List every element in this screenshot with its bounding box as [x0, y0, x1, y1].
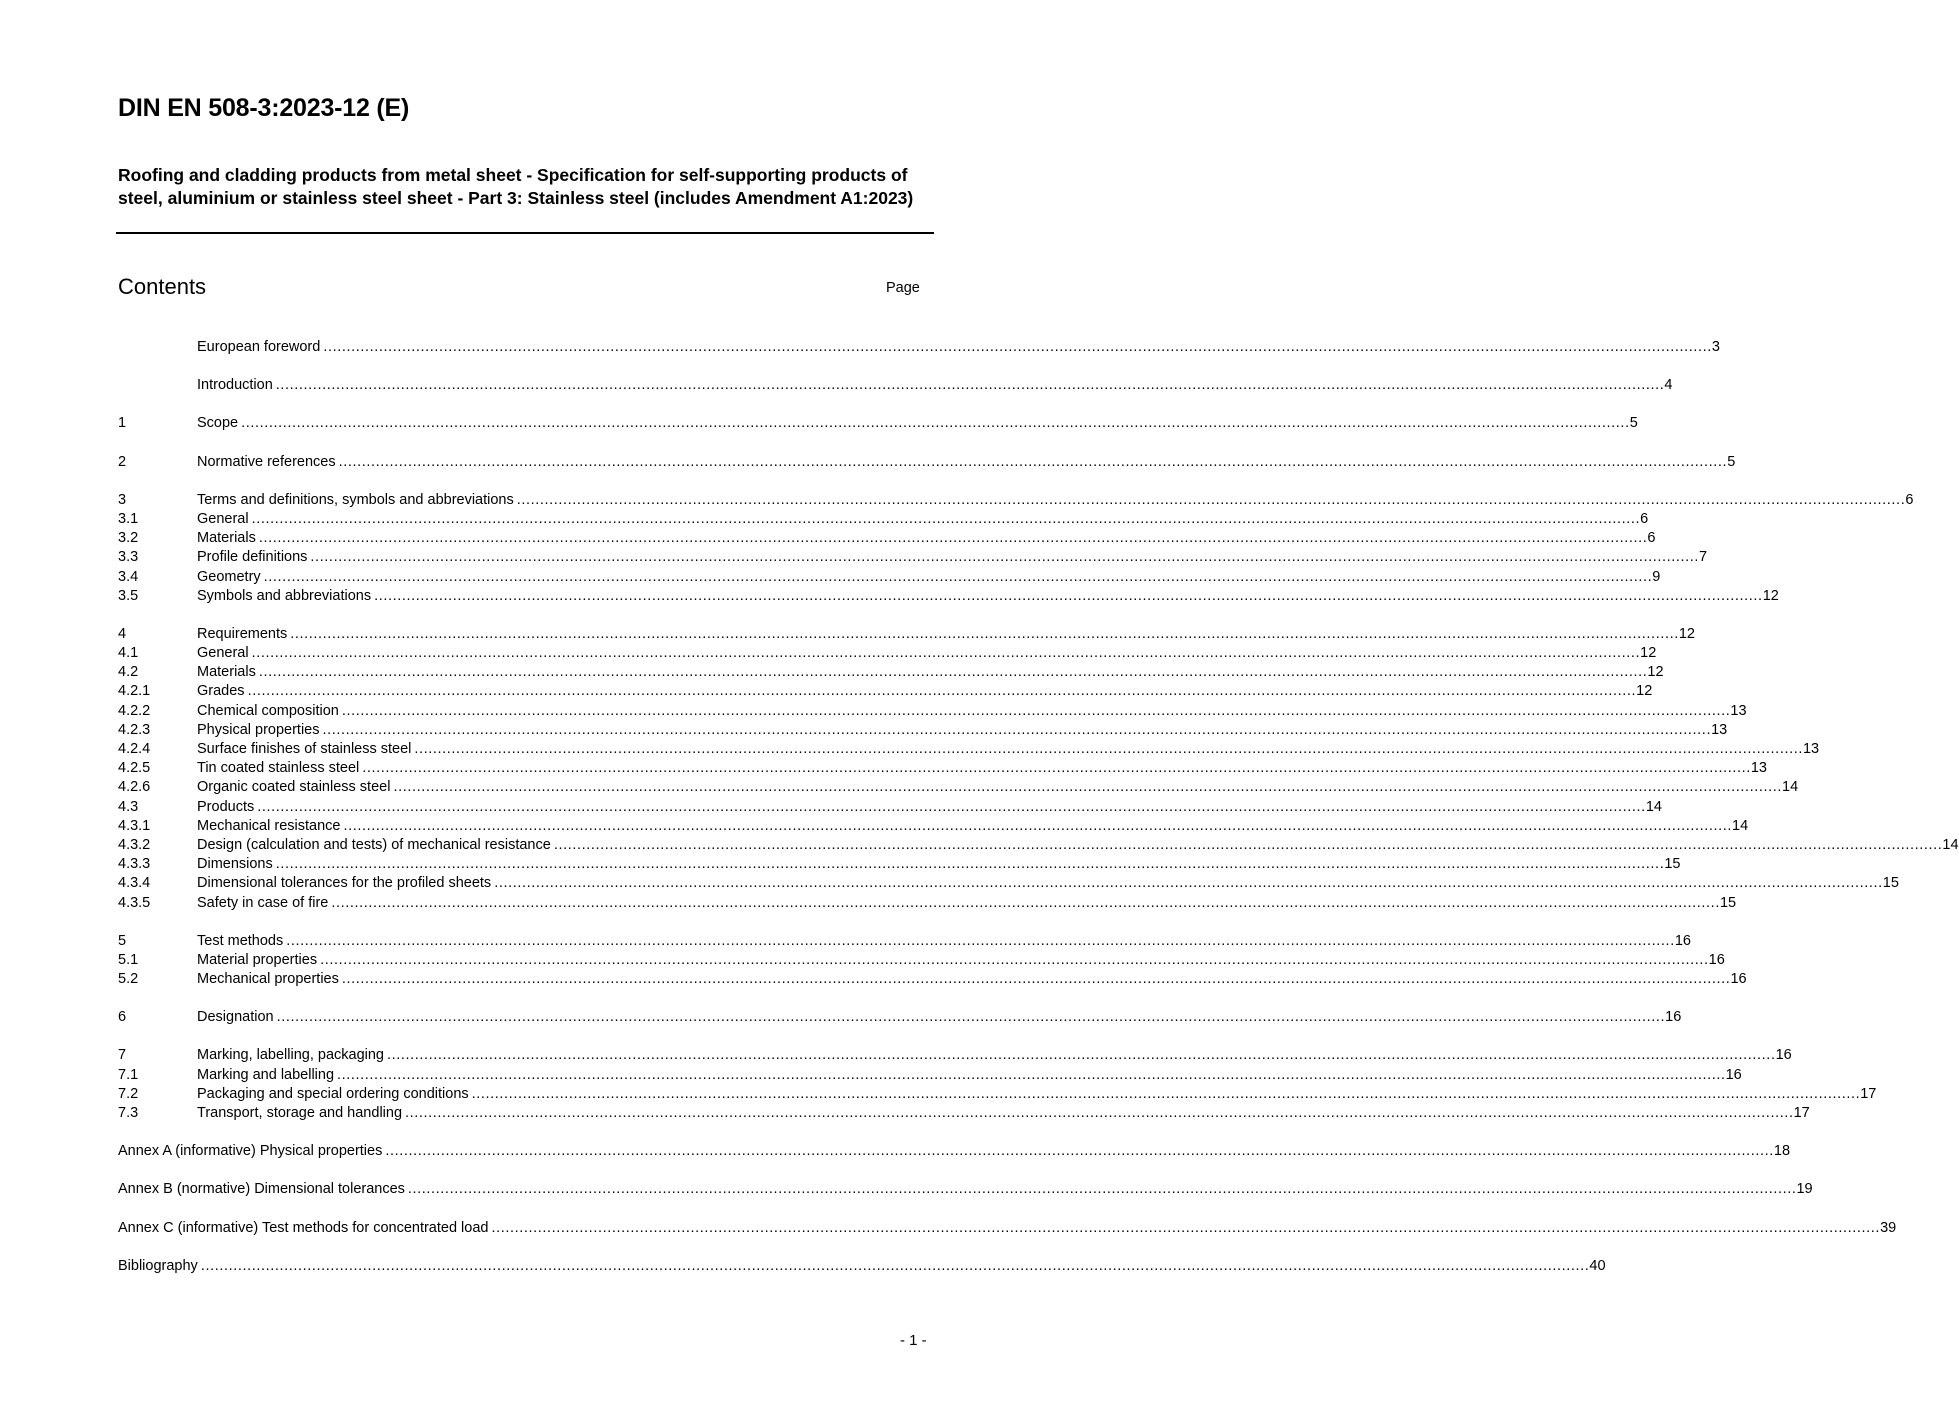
toc-entry-page: 14: [1645, 798, 1662, 815]
toc-entry[interactable]: [118, 855, 1681, 874]
toc-entry[interactable]: [118, 932, 1691, 951]
toc-entry[interactable]: [118, 778, 1799, 797]
toc-entry-number: 4.3.4: [118, 875, 151, 892]
toc-leader-dots: ............................................................................................................................................................................................................................................................................................................: [491, 1219, 1881, 1236]
toc-entry-number: 3.1: [118, 510, 139, 527]
toc-entry[interactable]: [118, 414, 1638, 433]
toc-entry-page: 14: [1782, 779, 1799, 796]
toc-entry-number: 4.3.5: [118, 894, 151, 911]
toc-leader-dots: ............................................................................................................................................................................................................................................................................................................: [276, 1009, 1666, 1026]
toc-entry[interactable]: [118, 376, 1673, 395]
toc-entry-title: Chemical composition: [197, 702, 339, 719]
toc-entry-page: 16: [1725, 1066, 1742, 1083]
toc-entry[interactable]: [118, 817, 1749, 836]
toc-entry-title: Materials: [197, 530, 256, 547]
toc-entry[interactable]: [118, 874, 1899, 893]
table-of-contents: [118, 338, 1959, 1276]
toc-entry-number: 4.1: [118, 645, 139, 662]
toc-entry-page: 16: [1665, 1009, 1682, 1026]
toc-entry-title: Transport, storage and handling: [197, 1105, 403, 1121]
document-id: DIN EN 508-3:2023-12 (E): [118, 94, 410, 122]
toc-leader-dots: ............................................................................................................................................................................................................................................................................................................: [322, 721, 1712, 738]
toc-entry-page: 16: [1708, 951, 1725, 968]
toc-entry-title: Organic coated stainless steel: [197, 779, 391, 796]
toc-entry-page: 16: [1730, 971, 1747, 988]
toc-entry-title: Physical properties: [197, 721, 320, 738]
toc-entry-title: Products: [197, 798, 255, 815]
toc-entry-page: 12: [1636, 683, 1653, 700]
toc-entry-title: Mechanical properties: [197, 971, 339, 988]
toc-entry-title: Normative references: [197, 453, 336, 470]
toc-leader-dots: ............................................................................................................................................................................................................................................................................................................: [374, 587, 1763, 604]
toc-leader-dots: ............................................................................................................................................................................................................................................................................................................: [385, 1143, 1774, 1160]
toc-entry-number: 6: [118, 1009, 127, 1026]
toc-entry-page: 18: [1773, 1143, 1791, 1160]
toc-entry-number: 3.5: [118, 587, 139, 604]
toc-leader-dots: ............................................................................................................................................................................................................................................................................................................: [290, 625, 1679, 642]
toc-leader-dots: ............................................................................................................................................................................................................................................................................................................: [414, 741, 1803, 757]
toc-entry-page: 39: [1880, 1219, 1897, 1236]
toc-entry-page: 17: [1793, 1105, 1810, 1121]
title-rule: [116, 232, 934, 234]
toc-entry-title: Material properties: [197, 951, 318, 968]
toc-entry-title: Annex B (normative) Dimensional tolerances: [118, 1181, 405, 1198]
toc-entry-title: Packaging and special ordering conditions: [197, 1085, 469, 1102]
toc-entry-title: Designation: [197, 1009, 274, 1026]
toc-entry-title: Symbols and abbreviations: [197, 587, 372, 604]
toc-entry-title: Marking and labelling: [197, 1066, 335, 1083]
toc-leader-dots: ............................................................................................................................................................................................................................................................................................................: [337, 1066, 1726, 1083]
toc-entry-page: 6: [1905, 491, 1914, 508]
toc-entry-title: Annex A (informative) Physical properties: [118, 1143, 383, 1160]
toc-entry[interactable]: [118, 894, 1737, 913]
toc-entry-page: 6: [1640, 510, 1649, 527]
toc-entry-number: 3.3: [118, 549, 139, 566]
toc-entry-page: 14: [1732, 817, 1749, 834]
toc-entry-page: 3: [1711, 339, 1720, 355]
toc-entry[interactable]: [118, 587, 1779, 606]
toc-leader-dots: ............................................................................................................................................................................................................................................................................................................: [258, 530, 1648, 547]
toc-entry[interactable]: [118, 644, 1657, 663]
toc-entry-number: 7.1: [118, 1066, 139, 1083]
toc-leader-dots: ............................................................................................................................................................................................................................................................................................................: [200, 1257, 1590, 1274]
toc-entry[interactable]: [118, 1066, 1742, 1085]
toc-entry-page: 13: [1802, 741, 1820, 757]
toc-entry-title: Grades: [197, 683, 245, 700]
toc-entry-page: 5: [1629, 415, 1638, 432]
toc-entry-title: Mechanical resistance: [197, 817, 341, 834]
toc-entry[interactable]: [118, 1219, 1897, 1238]
toc-leader-dots: ............................................................................................................................................................................................................................................................................................................: [286, 932, 1675, 949]
toc-entry[interactable]: [118, 1085, 1877, 1104]
toc-entry-page: 5: [1727, 453, 1736, 470]
toc-entry-page: 15: [1882, 875, 1899, 892]
toc-entry-page: 13: [1730, 702, 1747, 719]
toc-entry[interactable]: [118, 338, 1720, 357]
toc-entry-page: 9: [1652, 568, 1661, 585]
toc-entry-title: Dimensional tolerances for the profiled sheets: [197, 875, 492, 892]
toc-leader-dots: ............................................................................................................................................................................................................................................................................................................: [407, 1181, 1797, 1198]
toc-entry-number: 5: [118, 932, 127, 949]
toc-leader-dots: ............................................................................................................................................................................................................................................................................................................: [320, 951, 1709, 968]
toc-entry-title: Requirements: [197, 625, 288, 642]
toc-entry[interactable]: [118, 491, 1914, 510]
toc-entry-title: Geometry: [197, 568, 261, 585]
toc-entry-number: 4.2.6: [118, 779, 151, 796]
toc-entry-number: 7.3: [118, 1105, 139, 1121]
toc-entry-number: 4.2.3: [118, 721, 151, 738]
toc-leader-dots: ............................................................................................................................................................................................................................................................................................................: [251, 645, 1641, 662]
toc-entry-page: 14: [1942, 836, 1959, 853]
toc-leader-dots: ............................................................................................................................................................................................................................................................................................................: [343, 817, 1733, 834]
toc-entry-title: Materials: [197, 664, 256, 681]
toc-entry-title: Scope: [197, 415, 239, 432]
toc-entry-number: 4.3.3: [118, 856, 151, 873]
toc-entry[interactable]: [118, 836, 1959, 855]
toc-entry[interactable]: [118, 548, 1708, 567]
toc-leader-dots: ............................................................................................................................................................................................................................................................................................................: [275, 377, 1665, 394]
toc-entry[interactable]: [118, 568, 1661, 587]
toc-entry-title: Marking, labelling, packaging: [197, 1047, 384, 1064]
toc-leader-dots: ............................................................................................................................................................................................................................................................................................................: [338, 453, 1728, 470]
toc-entry-title: Tin coated stainless steel: [197, 760, 360, 777]
toc-leader-dots: ............................................................................................................................................................................................................................................................................................................: [331, 894, 1720, 911]
toc-leader-dots: ............................................................................................................................................................................................................................................................................................................: [247, 683, 1637, 700]
toc-entry-number: 4.2: [118, 664, 139, 681]
toc-entry-number: 4.3.1: [118, 817, 151, 834]
page-column-heading: Page: [886, 280, 920, 296]
toc-entry-page: 17: [1860, 1085, 1877, 1102]
toc-entry-number: 7.2: [118, 1085, 139, 1102]
toc-entry[interactable]: [118, 721, 1728, 740]
toc-entry-title: General: [197, 510, 249, 527]
toc-leader-dots: ............................................................................................................................................................................................................................................................................................................: [494, 875, 1883, 892]
toc-entry-number: 4.2.2: [118, 702, 151, 719]
toc-entry-page: 16: [1674, 932, 1691, 949]
toc-entry-title: Design (calculation and tests) of mechanical resistance: [197, 836, 551, 853]
toc-entry[interactable]: [118, 740, 1820, 759]
toc-entry[interactable]: [118, 798, 1662, 817]
toc-leader-dots: ............................................................................................................................................................................................................................................................................................................: [553, 836, 1943, 853]
toc-entry[interactable]: [118, 510, 1649, 529]
toc-entry-number: 4.2.5: [118, 760, 151, 777]
toc-entry-number: 5.2: [118, 971, 139, 988]
toc-entry-number: 5.1: [118, 951, 139, 968]
toc-leader-dots: ............................................................................................................................................................................................................................................................................................................: [323, 339, 1712, 355]
toc-entry-title: Annex C (informative) Test methods for concentrated load: [118, 1219, 489, 1236]
toc-entry-page: 4: [1664, 377, 1673, 394]
toc-leader-dots: ............................................................................................................................................................................................................................................................................................................: [251, 510, 1641, 527]
toc-entry-number: 2: [118, 453, 127, 470]
toc-entry[interactable]: [118, 682, 1653, 701]
toc-entry[interactable]: [118, 529, 1656, 548]
toc-entry-page: 6: [1647, 530, 1656, 547]
toc-entry[interactable]: [118, 1104, 1810, 1123]
toc-entry[interactable]: [118, 1257, 1606, 1276]
toc-entry-number: 4.3: [118, 798, 139, 815]
toc-entry-title: Safety in case of fire: [197, 894, 329, 911]
toc-leader-dots: ............................................................................................................................................................................................................................................................................................................: [405, 1105, 1794, 1121]
toc-entry[interactable]: [118, 1046, 1792, 1065]
toc-entry-page: 13: [1711, 721, 1728, 738]
page-number: - 1 -: [900, 1332, 927, 1349]
toc-entry[interactable]: [118, 1180, 1813, 1199]
toc-entry-title: Introduction: [197, 377, 273, 394]
toc-entry[interactable]: [118, 625, 1695, 644]
toc-entry-page: 12: [1640, 645, 1657, 662]
toc-entry[interactable]: [118, 951, 1725, 970]
toc-leader-dots: ............................................................................................................................................................................................................................................................................................................: [258, 664, 1648, 681]
toc-leader-dots: ............................................................................................................................................................................................................................................................................................................: [341, 702, 1731, 719]
toc-entry-title: Dimensions: [197, 856, 273, 873]
toc-entry[interactable]: [118, 702, 1747, 721]
toc-entry-title: Bibliography: [118, 1257, 198, 1274]
toc-leader-dots: ............................................................................................................................................................................................................................................................................................................: [393, 779, 1783, 796]
toc-entry-page: 12: [1647, 664, 1664, 681]
toc-leader-dots: ............................................................................................................................................................................................................................................................................................................: [310, 549, 1699, 566]
toc-entry-page: 7: [1699, 549, 1708, 566]
toc-entry[interactable]: [118, 970, 1747, 989]
toc-entry-title: Test methods: [197, 932, 284, 949]
toc-entry-number: 4.2.4: [118, 741, 151, 757]
toc-entry-number: 3: [118, 491, 127, 508]
toc-leader-dots: ............................................................................................................................................................................................................................................................................................................: [341, 971, 1731, 988]
toc-entry-number: 7: [118, 1047, 127, 1064]
toc-entry-title: Surface finishes of stainless steel: [197, 741, 412, 757]
toc-leader-dots: ............................................................................................................................................................................................................................................................................................................: [263, 568, 1653, 585]
toc-entry-title: Terms and definitions, symbols and abbreviations: [197, 491, 514, 508]
toc-leader-dots: ............................................................................................................................................................................................................................................................................................................: [275, 856, 1665, 873]
toc-entry-title: Profile definitions: [197, 549, 308, 566]
toc-entry-page: 15: [1719, 894, 1737, 911]
toc-entry-page: 12: [1678, 625, 1695, 642]
toc-entry-number: 3.2: [118, 530, 139, 547]
toc-entry-page: 13: [1750, 760, 1767, 777]
toc-leader-dots: ............................................................................................................................................................................................................................................................................................................: [257, 798, 1646, 815]
toc-entry-number: 3.4: [118, 568, 139, 585]
toc-entry-page: 40: [1589, 1257, 1606, 1274]
toc-entry-title: European foreword: [197, 339, 321, 355]
toc-entry-number: 4.3.2: [118, 836, 151, 853]
toc-leader-dots: ............................................................................................................................................................................................................................................................................................................: [362, 760, 1751, 777]
contents-heading: Contents: [118, 274, 207, 299]
toc-entry-title: General: [197, 645, 249, 662]
toc-leader-dots: ............................................................................................................................................................................................................................................................................................................: [241, 415, 1630, 432]
toc-entry-page: 12: [1762, 587, 1779, 604]
document-title: Roofing and cladding products from metal sheet - Specification for self-supporting products of steel, aluminium or stainless steel sheet - Part 3: Stainless steel (includes Amendment A1:2023): [118, 165, 914, 208]
toc-leader-dots: ............................................................................................................................................................................................................................................................................................................: [471, 1085, 1861, 1102]
toc-entry-number: 4.2.1: [118, 683, 151, 700]
toc-leader-dots: ............................................................................................................................................................................................................................................................................................................: [387, 1047, 1776, 1064]
toc-entry[interactable]: [118, 1008, 1682, 1027]
toc-entry[interactable]: [118, 663, 1664, 682]
toc-entry-number: 4: [118, 625, 127, 642]
toc-leader-dots: ............................................................................................................................................................................................................................................................................................................: [516, 491, 1906, 508]
toc-entry-page: 16: [1775, 1047, 1792, 1064]
toc-entry[interactable]: [118, 759, 1767, 778]
toc-entry-page: 19: [1796, 1181, 1813, 1198]
toc-entry[interactable]: [118, 1142, 1791, 1161]
toc-entry[interactable]: [118, 453, 1736, 472]
toc-entry-page: 15: [1664, 856, 1681, 873]
toc-entry-number: 1: [118, 415, 127, 432]
